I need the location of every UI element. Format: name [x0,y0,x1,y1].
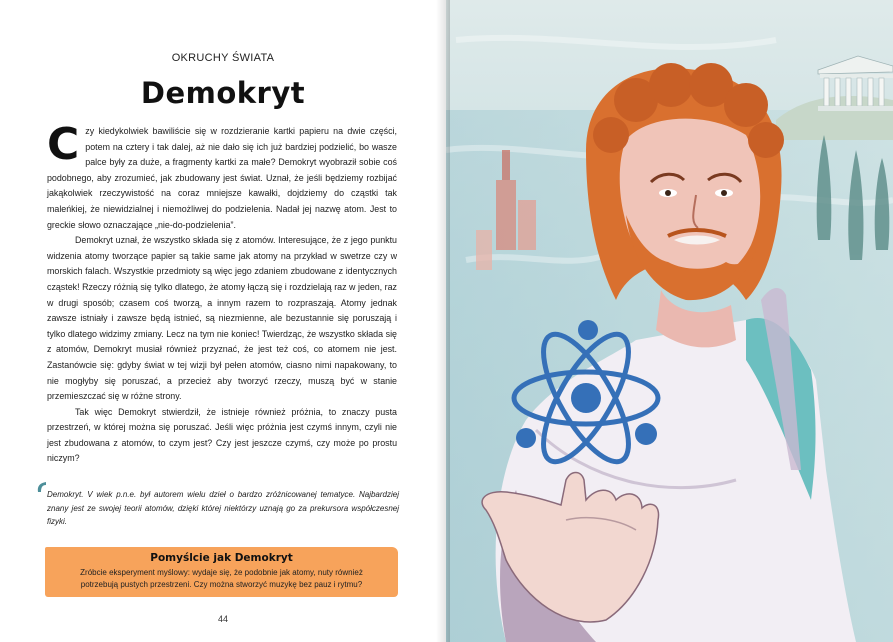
page-number: 44 [217,614,228,624]
think-box-title: Pomyślcie jak Demokryt [150,552,293,564]
paragraph-3: Tak więc Demokryt stwierdził, że istnieje również próżnia, to znaczy pusta przestrzeń, w której można się poruszać. Jeśli więc próżnia jest czymś innym, czyli nie jest zbudowana z atomów, to czym jest? Czy jest jeszcze czymś, czy może po prostu niczym? [47,406,397,464]
illustration-page [446,0,893,642]
think-box [45,547,398,597]
page-gutter [436,0,450,642]
paragraph-1 [47,119,397,233]
think-box-text: Zróbcie eksperyment myślowy: wydaje się, że podobnie jak atomy, nuty również potrzebują pustych przestrzeni. Czy można stworzyć muzykę bez pauz i rytmu? [80,568,363,589]
drop-cap: C [47,119,80,170]
left-page [0,0,446,642]
paragraph-2: Demokryt uznał, że wszystko składa się z atomów. Interesujące, że z jego punktu widzenia atomy tworzące papier są takie same jak atomy na przykład w swetrze czy w morskich falach. Wszystkie przedmioty są więc jego zdaniem zbudowane z identycznych cząstek! Rzeczy różnią się tylko dlatego, że atomy łączą się i rozdzielają raz w jeden, raz w drugi sposób; czasem coś tworzą, a innym razem to rozpraszają. Atomy jednak zawsze istniały i zawsze będą istnieć, są niezmienne, ale bezustannie się poruszają i tylko dlatego widzimy zmiany. Lecz na tym nie koniec! Twierdząc, że wszystko składa się z atomów, Demokryt musiał również przyznać, że jest też coś, co atomem nie jest. Zastanówcie się: gdyby świat w tej wizji był pełen atomów, ciasno nimi napakowany, to nie mogłyby się poruszać, a przecież aby tworzyć rzeczy, muszą być w stanie przemieszczać się w różne strony. [47,235,397,402]
author-note: Demokryt. V wiek p.n.e. był autorem wielu dzieł o bardzo zróżnicowanej tematyce. Najbardziej znany jest ze swojej teorii atomów, dzięki której niektórzy uznają go za prekursora współczesnej fizyki. [47,490,399,527]
paragraph-1-text: zy kiedykolwiek bawiliście się w rozdzieranie kartki papieru na dwie części, potem na cztery i tak dalej, aż nie dało się ich już bardziej podzielić, bo wasze palce były za duże, a fragmenty kartki za małe? Demokryt wyobraził sobie coś podobnego, aby zrozumieć, jak zbudowany jest świat. Uznał, że jeśli będziemy rozbijać jakąkolwiek rzeczywistość na coraz mniejsze kawałki, dojdziemy do cząstki tak maleńkiej, że niewidzialnej i niemożliwej do podzielenia. Nadał jej nazwę atom. Jest to greckie słowo oznaczające „nie-do-podzielenia”. [47,126,397,230]
section-kicker: OKRUCHY ŚWIATA [171,52,275,64]
democritus-illustration [446,0,893,642]
page-title: Demokryt [140,76,306,110]
article-body [47,119,397,467]
